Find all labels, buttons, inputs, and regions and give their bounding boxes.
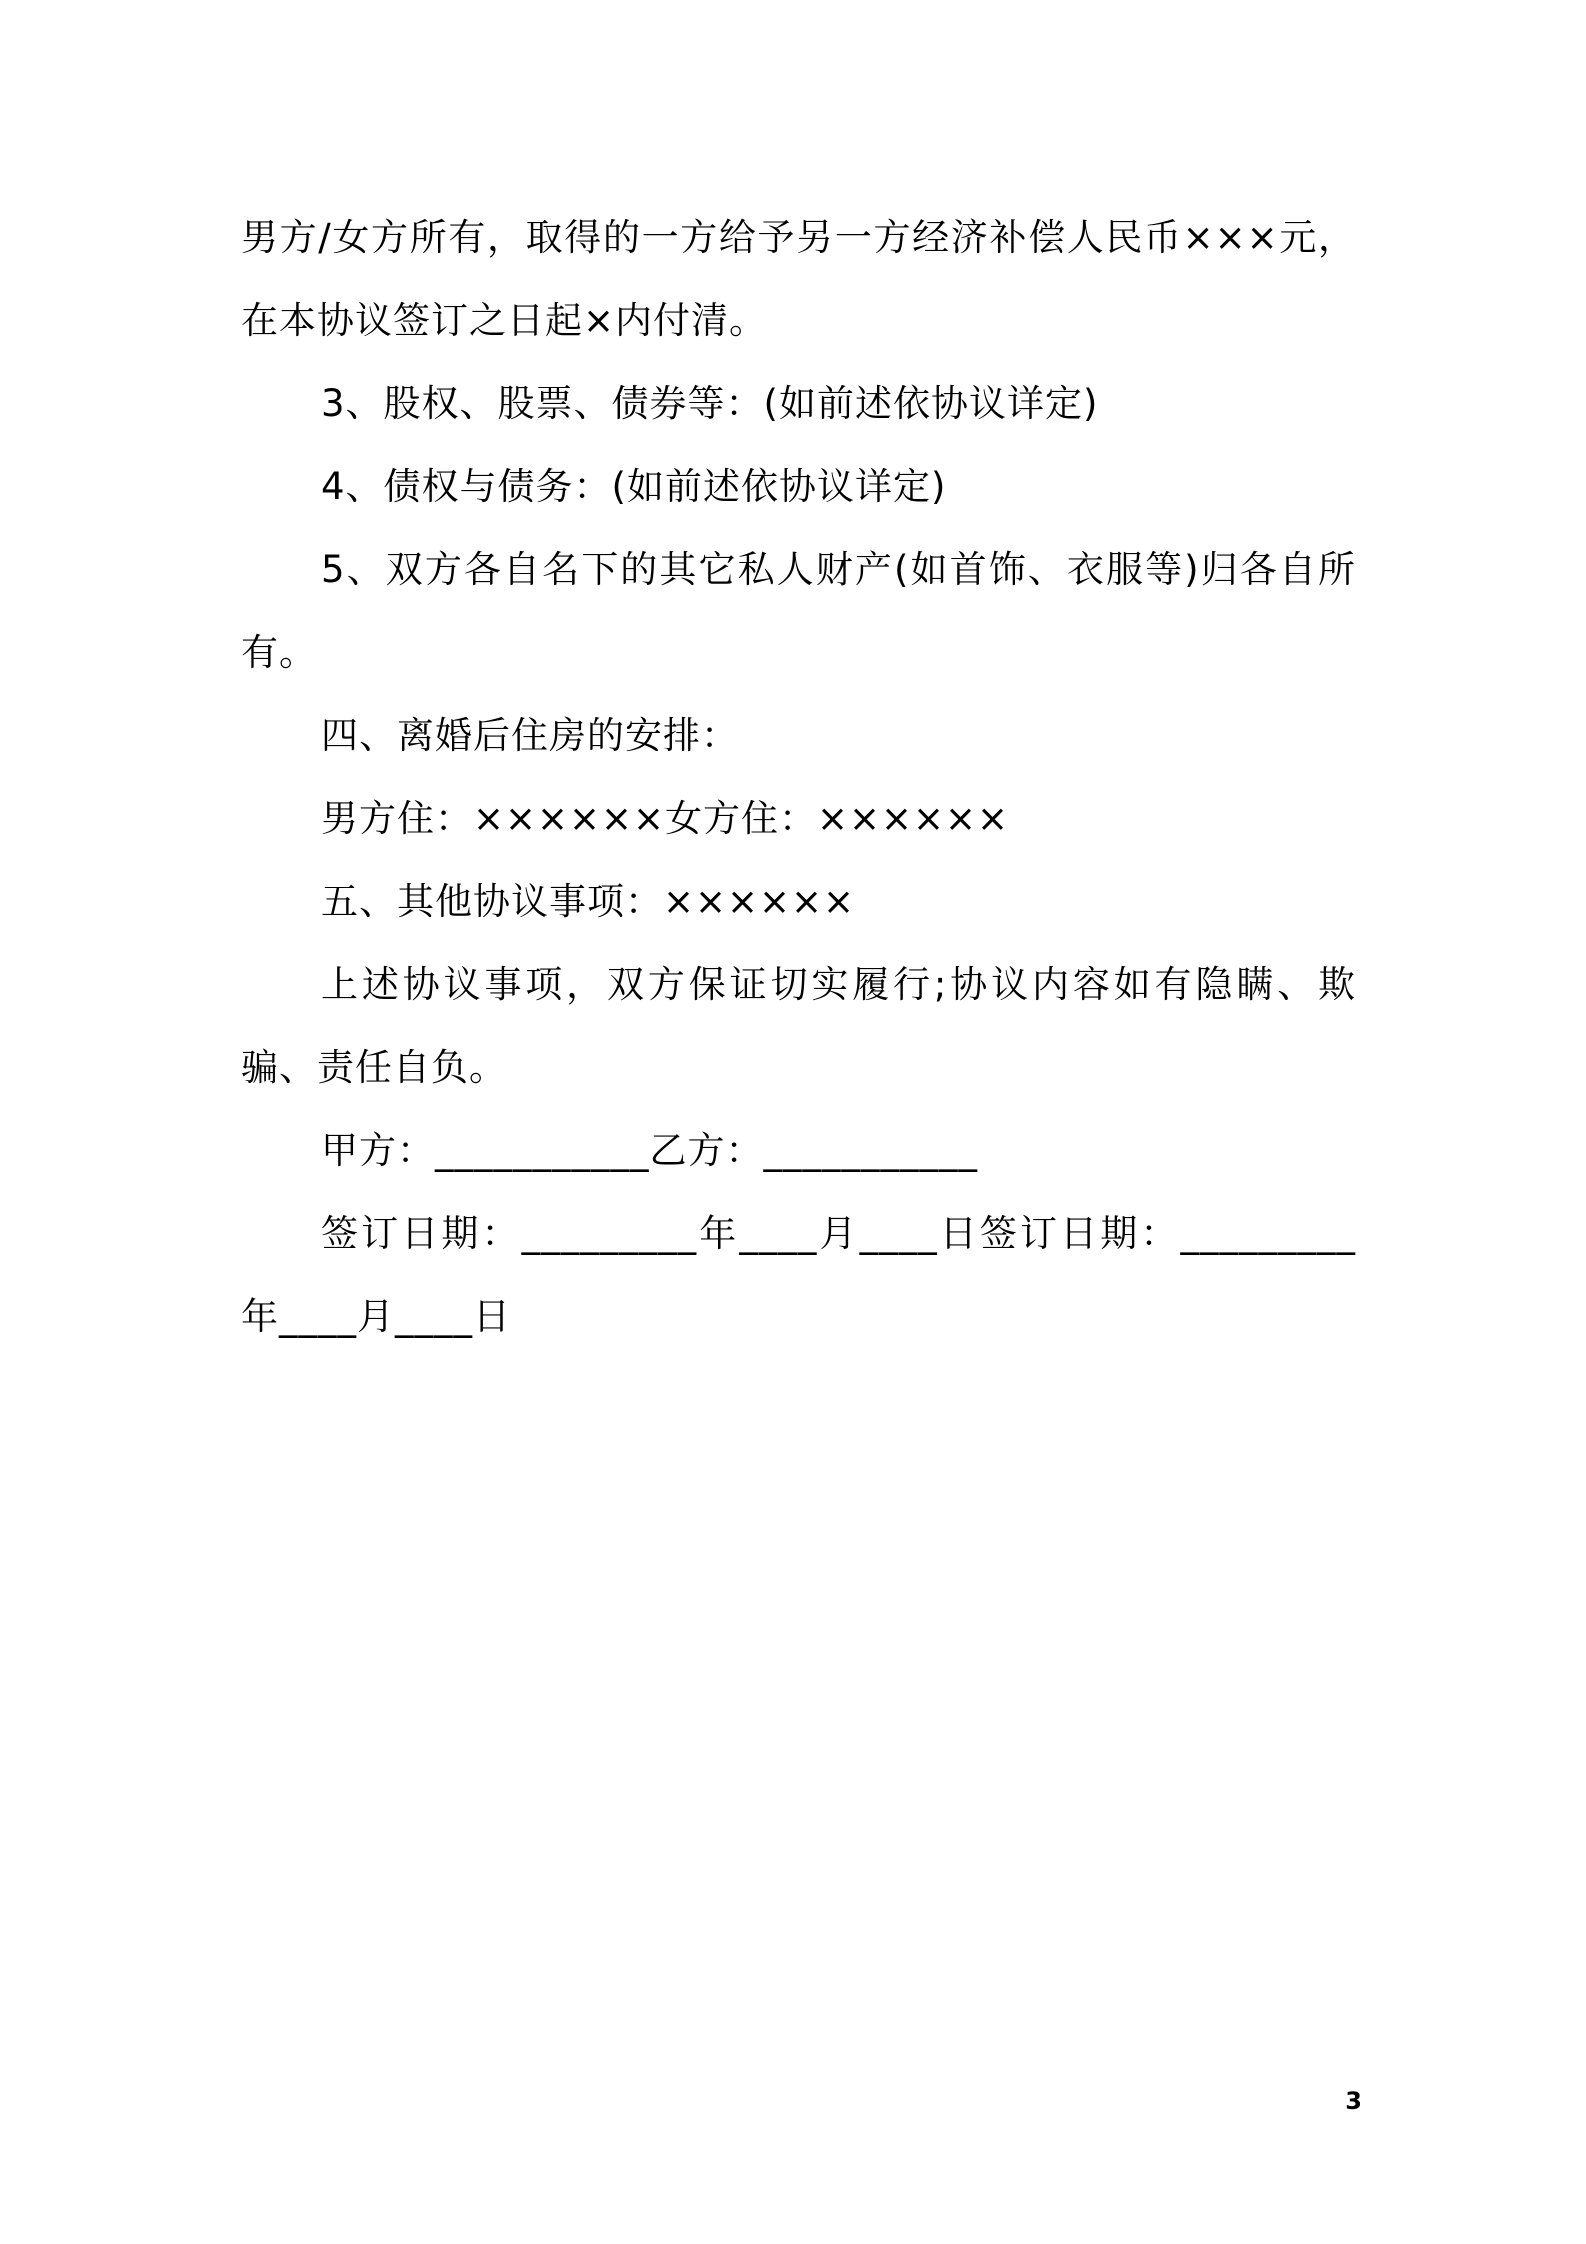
signature-line-parties: 甲方：___________乙方：___________ (321, 1129, 978, 1172)
paragraph-residences: 男方住：××××××女方住：×××××× (321, 797, 1010, 840)
document-body (241, 196, 1356, 1358)
paragraph-private-property: 5、双方各自名下的其它私人财产(如首饰、衣服等)归各自所有。 (241, 548, 1356, 674)
heading-housing-arrangement: 四、离婚后住房的安排： (321, 714, 739, 757)
paragraph-performance-guarantee: 上述协议事项，双方保证切实履行;协议内容如有隐瞒、欺骗、责任自负。 (241, 963, 1356, 1089)
paragraph-claims-debts: 4、债权与债务：(如前述依协议详定) (321, 465, 947, 508)
signature-line-dates: 签订日期：_________年____月____日签订日期：_________年____月____日 (241, 1212, 1356, 1338)
paragraph-property-compensation: 男方/女方所有，取得的一方给予另一方经济补偿人民币×××元，在本协议签订之日起×内付清。 (241, 216, 1356, 342)
heading-other-matters: 五、其他协议事项：×××××× (321, 880, 856, 923)
page-number: 3 (1345, 2087, 1362, 2115)
paragraph-equity-stocks-bonds: 3、股权、股票、债券等：(如前述依协议详定) (321, 382, 1099, 425)
